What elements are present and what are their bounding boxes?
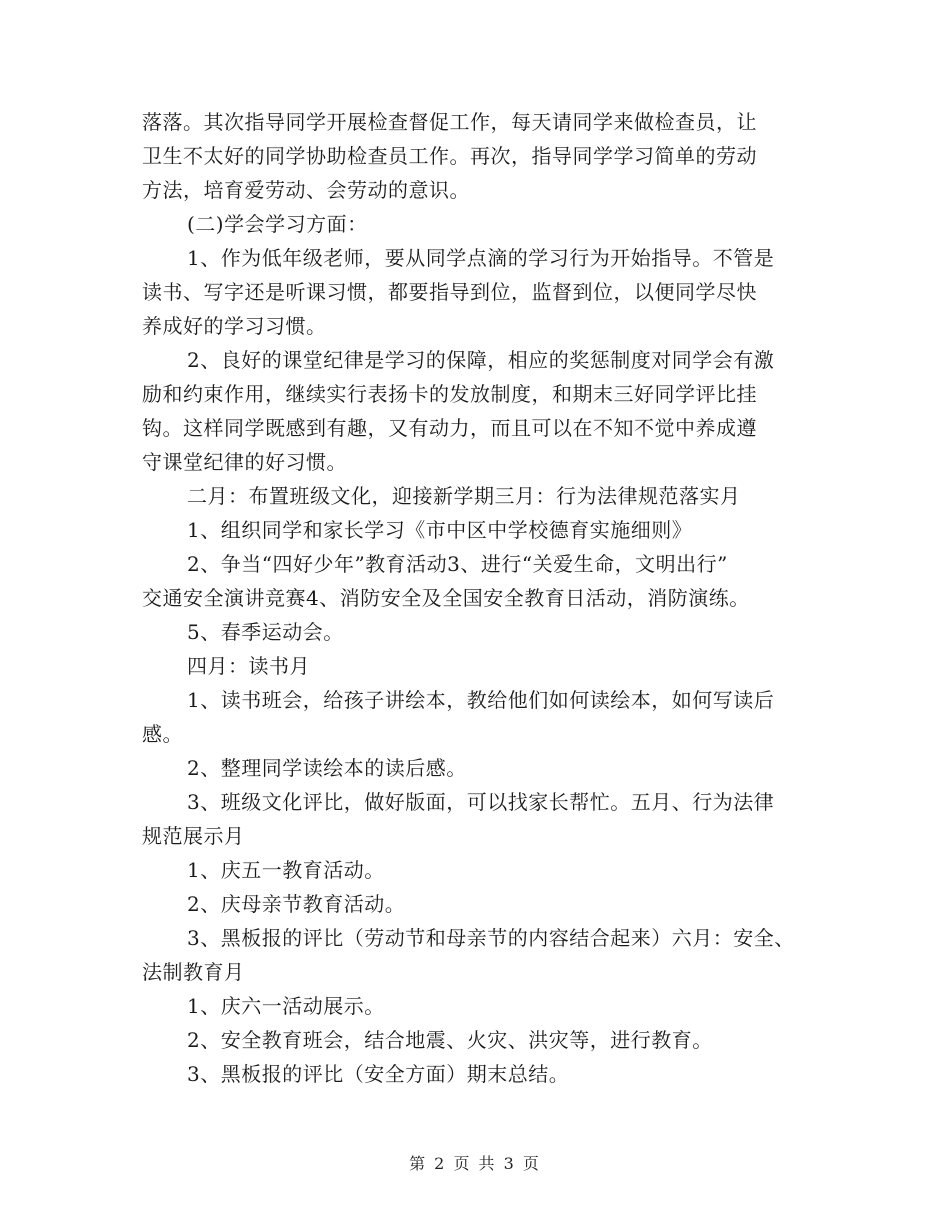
text-line: 规范展示月: [142, 824, 245, 848]
text-line: 2、庆母亲节教育活动。: [187, 892, 406, 916]
month-heading: 二月：布置班级文化，迎接新学期三月：行为法律规范落实月: [187, 484, 741, 508]
text-line: 3、黑板报的评比（安全方面）期末总结。: [187, 1062, 570, 1086]
text-line: 感。: [142, 722, 183, 746]
text-line: 1、庆五一教育活动。: [187, 858, 385, 882]
text-line: 守课堂纪律的好习惯。: [142, 450, 347, 474]
text-line: 1、读书班会，给孩子讲绘本，教给他们如何读绘本，如何写读后: [187, 688, 775, 712]
section-heading: (二)学会学习方面：: [187, 212, 368, 236]
text-line: 1、作为低年级老师，要从同学点滴的学习行为开始指导。不管是: [187, 246, 775, 270]
text-line: 3、黑板报的评比（劳动节和母亲节的内容结合起来）六月：安全、: [187, 926, 795, 950]
text-line: 3、班级文化评比，做好版面，可以找家长帮忙。五月、行为法律: [187, 790, 775, 814]
text-line: 法制教育月: [142, 960, 245, 984]
text-line: 1、组织同学和家长学习《市中区中学校德育实施细则》: [187, 518, 693, 542]
text-line: 2、安全教育班会，结合地震、火灾、洪灾等，进行教育。: [187, 1028, 713, 1052]
text-line: 落落。其次指导同学开展检查督促工作，每天请同学来做检查员，让: [142, 110, 757, 134]
text-line: 养成好的学习习惯。: [142, 314, 327, 338]
text-line: 5、春季运动会。: [187, 620, 344, 644]
text-line: 2、整理同学读绘本的读后感。: [187, 756, 467, 780]
text-line: 读书、写字还是听课习惯，都要指导到位，监督到位，以便同学尽快: [142, 280, 757, 304]
text-line: 方法，培育爱劳动、会劳动的意识。: [142, 178, 470, 202]
text-line: 卫生不太好的同学协助检查员工作。再次，指导同学学习简单的劳动: [142, 144, 757, 168]
text-line: 钩。这样同学既感到有趣，又有动力，而且可以在不知不觉中养成遵: [142, 416, 757, 440]
text-line: 2、良好的课堂纪律是学习的保障，相应的奖惩制度对同学会有激: [187, 348, 775, 372]
text-line: 交通安全演讲竞赛4、消防安全及全国安全教育日活动，消防演练。: [142, 586, 750, 610]
month-heading: 四月：读书月: [187, 654, 310, 678]
text-line: 2、争当“四好少年”教育活动3、进行“关爱生命，文明出行”: [187, 552, 728, 576]
text-line: 励和约束作用，继续实行表扬卡的发放制度，和期末三好同学评比挂: [142, 382, 757, 406]
page-number-footer: 第 2 页 共 3 页: [409, 1154, 541, 1173]
text-line: 1、庆六一活动展示。: [187, 994, 385, 1018]
